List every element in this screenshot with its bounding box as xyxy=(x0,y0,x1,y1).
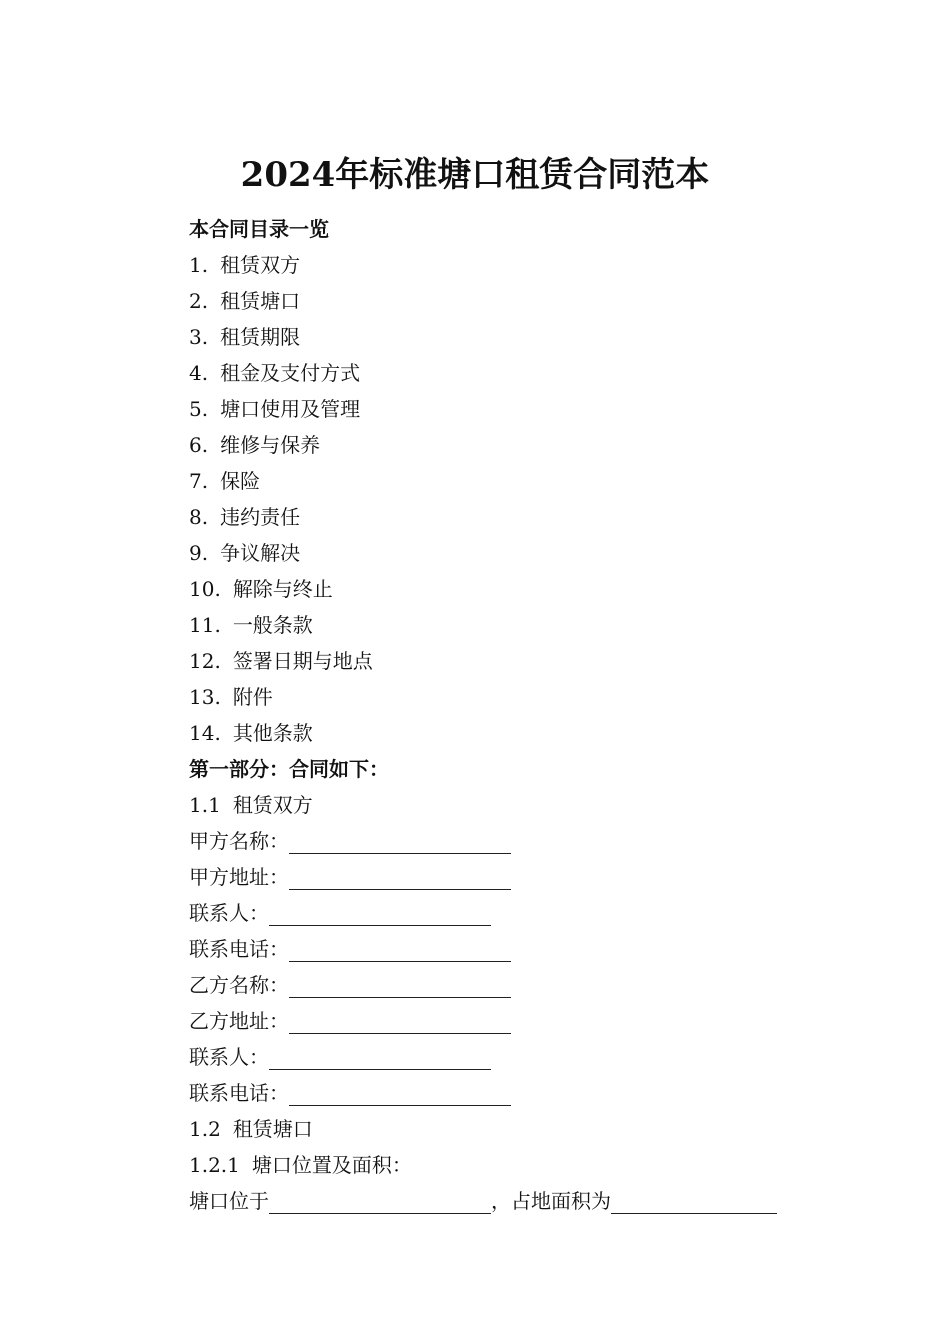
blank-line[interactable] xyxy=(289,1009,511,1034)
area-text: ，占地面积为 xyxy=(491,1189,611,1213)
field-label: 乙方地址： xyxy=(189,1009,289,1033)
section-heading xyxy=(189,1111,849,1147)
blank-line[interactable] xyxy=(289,937,511,962)
section-heading xyxy=(189,787,849,823)
toc-item-label: 附件 xyxy=(232,685,273,709)
toc-item-label: 解除与终止 xyxy=(232,577,333,601)
subsection-heading xyxy=(189,1147,849,1183)
toc-item-number: 1. xyxy=(189,253,209,277)
toc-item xyxy=(189,427,849,463)
toc-item-number: 7. xyxy=(189,469,209,493)
form-field-party-a-phone xyxy=(189,931,849,967)
toc-item-label: 租赁塘口 xyxy=(220,289,301,313)
toc-item-label: 争议解决 xyxy=(220,541,301,565)
blank-line[interactable] xyxy=(269,1045,491,1070)
field-label: 联系电话： xyxy=(189,937,289,961)
field-label: 乙方名称： xyxy=(189,973,289,997)
toc-item xyxy=(189,715,849,751)
blank-line[interactable] xyxy=(611,1189,777,1214)
toc-item xyxy=(189,247,849,283)
blank-line[interactable] xyxy=(289,1081,511,1106)
toc-item xyxy=(189,391,849,427)
form-field-party-a-name xyxy=(189,823,849,859)
toc-item xyxy=(189,499,849,535)
toc-item-number: 13. xyxy=(189,685,221,709)
toc-item xyxy=(189,571,849,607)
toc-item-label: 租赁期限 xyxy=(220,325,301,349)
toc-item xyxy=(189,319,849,355)
location-prefix: 塘口位于 xyxy=(189,1189,269,1213)
toc-item-label: 其他条款 xyxy=(232,721,313,745)
subsection-number: 1.2.1 xyxy=(189,1153,240,1177)
toc-item-number: 5. xyxy=(189,397,209,421)
toc-item-number: 11. xyxy=(189,613,221,637)
toc-item-number: 14. xyxy=(189,721,221,745)
toc-heading: 本合同目录一览 xyxy=(189,217,329,241)
form-field-party-a-contact xyxy=(189,895,849,931)
subsection-label: 塘口位置及面积： xyxy=(251,1153,412,1177)
toc-item-number: 6. xyxy=(189,433,209,457)
field-label: 甲方地址： xyxy=(189,865,289,889)
blank-line[interactable] xyxy=(269,1189,491,1214)
toc-item-number: 4. xyxy=(189,361,209,385)
form-field-party-b-phone xyxy=(189,1075,849,1111)
toc-item-label: 租赁双方 xyxy=(220,253,301,277)
toc-item xyxy=(189,679,849,715)
toc-item-label: 保险 xyxy=(220,469,261,493)
blank-line[interactable] xyxy=(289,865,511,890)
toc-item-label: 维修与保养 xyxy=(220,433,321,457)
toc-item-label: 一般条款 xyxy=(232,613,313,637)
section-number: 1.1 xyxy=(189,793,221,817)
location-area-line xyxy=(189,1183,849,1219)
section-label: 租赁双方 xyxy=(232,793,313,817)
field-label: 联系人： xyxy=(189,1045,269,1069)
part-one-heading: 第一部分：合同如下： xyxy=(189,757,389,781)
field-label: 甲方名称： xyxy=(189,829,289,853)
toc-item-number: 2. xyxy=(189,289,209,313)
toc-item-number: 8. xyxy=(189,505,209,529)
section-number: 1.2 xyxy=(189,1117,221,1141)
toc-item-label: 违约责任 xyxy=(220,505,301,529)
toc-item-number: 10. xyxy=(189,577,221,601)
toc-item xyxy=(189,643,849,679)
document-title: 2024年标准塘口租赁合同范本 xyxy=(240,155,710,195)
toc-item xyxy=(189,283,849,319)
toc-item-label: 租金及支付方式 xyxy=(220,361,361,385)
blank-line[interactable] xyxy=(289,829,511,854)
toc-item xyxy=(189,355,849,391)
blank-line[interactable] xyxy=(289,973,511,998)
toc-item xyxy=(189,607,849,643)
form-field-party-b-contact xyxy=(189,1039,849,1075)
toc-item-number: 3. xyxy=(189,325,209,349)
form-field-party-a-address xyxy=(189,859,849,895)
blank-line[interactable] xyxy=(269,901,491,926)
section-label: 租赁塘口 xyxy=(232,1117,313,1141)
form-field-party-b-address xyxy=(189,1003,849,1039)
field-label: 联系人： xyxy=(189,901,269,925)
toc-item xyxy=(189,463,849,499)
toc-item-label: 塘口使用及管理 xyxy=(220,397,361,421)
toc-item xyxy=(189,535,849,571)
toc-item-label: 签署日期与地点 xyxy=(232,649,373,673)
document-body xyxy=(189,211,849,1219)
toc-item-number: 9. xyxy=(189,541,209,565)
form-field-party-b-name xyxy=(189,967,849,1003)
field-label: 联系电话： xyxy=(189,1081,289,1105)
toc-item-number: 12. xyxy=(189,649,221,673)
